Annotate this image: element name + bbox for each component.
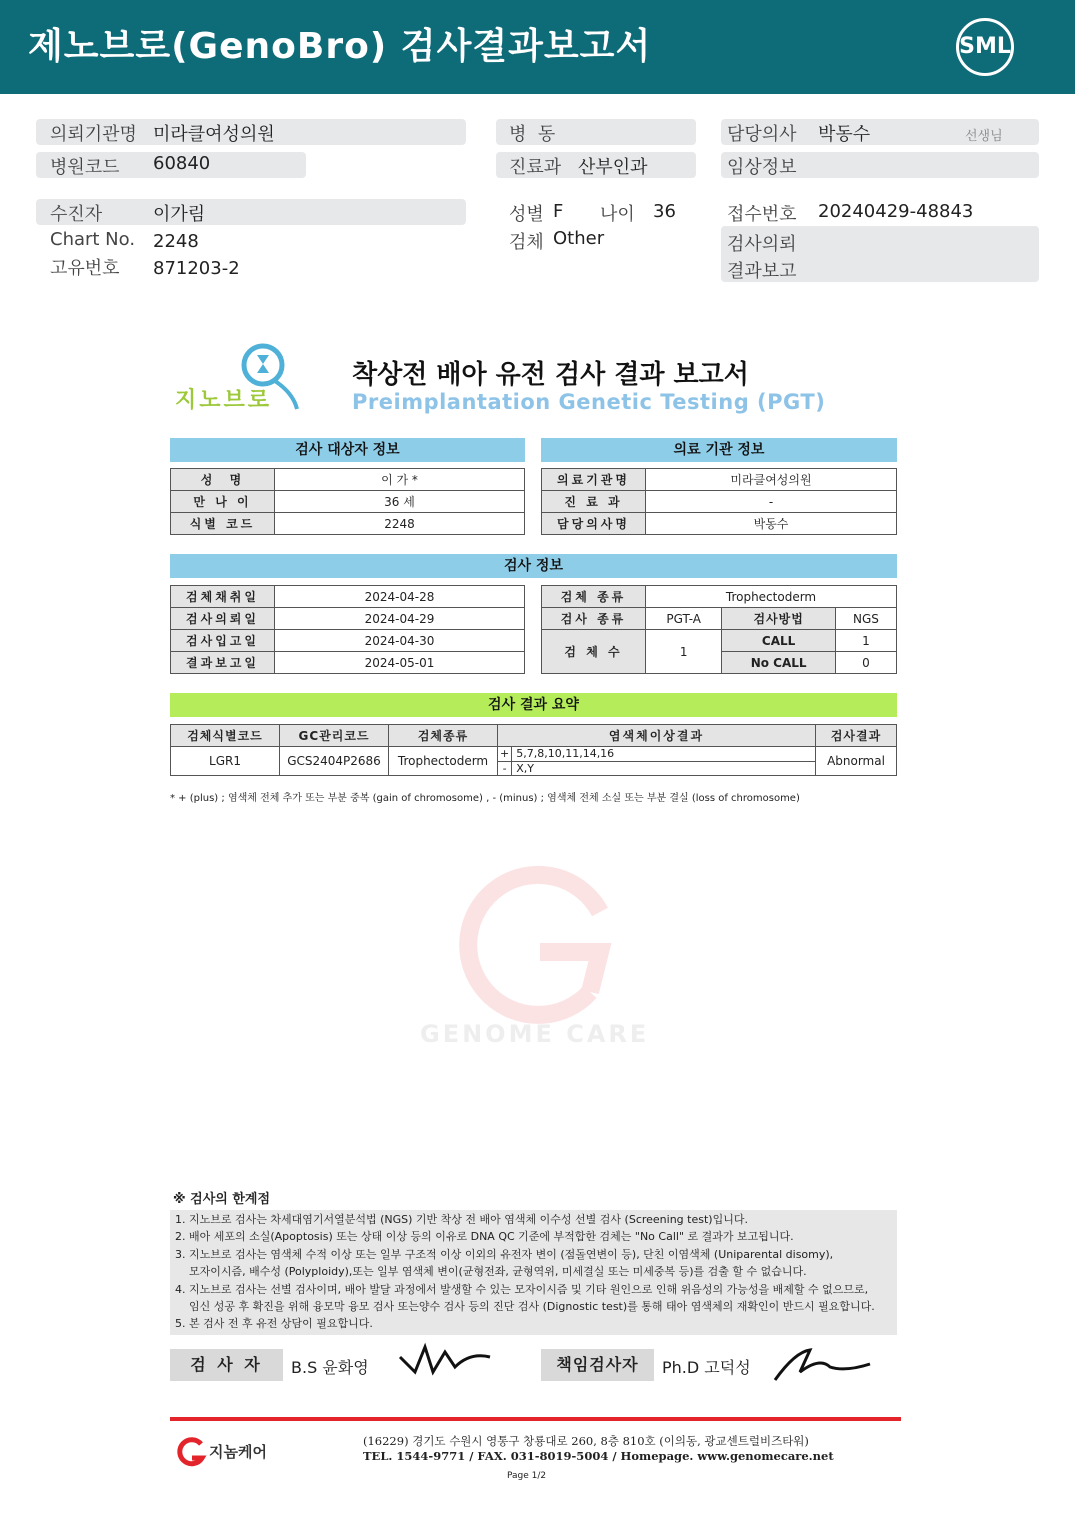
date-report-value: 2024-05-01: [275, 652, 525, 674]
test-type-value: PGT-A: [646, 608, 722, 630]
subject-table: [170, 468, 525, 535]
inst-doctor-label: 담당의사명: [542, 513, 646, 535]
summary-header: 검사 결과 요약: [170, 693, 897, 717]
chief-name: Ph.D 고덕성: [662, 1358, 751, 1377]
method-label: 검사방법: [722, 608, 836, 630]
patient-value: 이가림: [153, 204, 206, 225]
limit-3b: 모자이시즘, 배수성 (Polyploidy),또는 일부 염색체 변이(균형전좌, 균형역위, 미세결실 또는 미세중복 등)를 검출 할 수 없습니다.: [175, 1265, 807, 1279]
summary-col-chromosome: 염색체이상결과: [498, 725, 816, 747]
genobro-logo-text: 지노브로: [175, 388, 273, 413]
subject-name-label: 성 명: [171, 469, 275, 491]
nocall-label: No CALL: [722, 652, 836, 674]
patient-label: 수진자: [50, 204, 103, 225]
institution-header: 의료 기관 정보: [541, 438, 897, 462]
inst-name-label: 의료기관명: [542, 469, 646, 491]
limit-3: 3. 지노브로 검사는 염색체 수적 이상 또는 일부 구조적 이상 이외의 유전자 변이 (점돌연변이 등), 단친 이염색체 (Uniparental disomy),: [175, 1247, 834, 1261]
chief-label: 책임검사자: [541, 1349, 654, 1381]
accession-label: 접수번호: [727, 204, 797, 225]
date-receive-label: 검사입고일: [171, 630, 275, 652]
request-label: 검사의뢰: [727, 234, 797, 255]
limit-5: 5. 본 검사 전 후 유전 상담이 필요합니다.: [175, 1317, 373, 1331]
subject-id-label: 식별 코드: [171, 513, 275, 535]
unique-value: 871203-2: [153, 258, 240, 279]
subject-age-value: 36 세: [275, 491, 525, 513]
limit-1: 1. 지노브로 검사는 차세대염기서열분석법 (NGS) 기반 착상 전 배아 염색체 이수성 선별 검사 (Screening test)입니다.: [175, 1213, 748, 1226]
limit-4b: 임신 성공 후 확진을 위해 융모막 융모 검사 또는양수 검사 등의 진단 검사 (Dignostic test)를 통해 태아 염색체의 재확인이 반드시 필요합니다.: [175, 1300, 875, 1314]
sml-logo: SML: [956, 18, 1014, 76]
inst-dept-value: -: [646, 491, 897, 513]
test-info-table: [541, 585, 897, 674]
genomecare-logo-text: 지놈케어: [209, 1443, 267, 1461]
institution-label: 의뢰기관명: [50, 124, 137, 145]
summary-minus: X,Y: [512, 761, 816, 776]
summary-id: LGR1: [171, 747, 280, 776]
test-type-label: 검사 종류: [542, 608, 646, 630]
dept-value: 산부인과: [578, 157, 648, 178]
limits-title: ※ 검사의 한계점: [173, 1192, 271, 1207]
genomecare-watermark: [420, 852, 650, 1052]
page-title: 제노브로(GenoBro) 검사결과보고서: [28, 26, 652, 67]
sex-value: F: [553, 201, 564, 222]
institution-value: 미라클여성의원: [153, 124, 275, 145]
clinical-label: 임상정보: [727, 157, 797, 178]
date-request-value: 2024-04-29: [275, 608, 525, 630]
limit-4: 4. 지노브로 검사는 선별 검사이며, 배아 발달 과정에서 발생할 수 있는 모자이시즘 및 기타 원인으로 인해 위음성의 가능성을 배제할 수 없으므로,: [175, 1282, 869, 1296]
call-label: CALL: [722, 630, 836, 652]
report-title-ko: 착상전 배아 유전 검사 결과 보고서: [352, 360, 749, 390]
summary-plus: 5,7,8,10,11,14,16: [512, 747, 816, 762]
summary-table: [170, 724, 897, 776]
summary-note: * + (plus) ; 염색체 전체 추가 또는 부분 중복 (gain of chromosome) , - (minus) ; 염색체 전체 소실 또는 부분 결실 (loss of chromosome): [170, 793, 800, 804]
hospital-code-label: 병원코드: [50, 157, 120, 178]
watermark-g-mark: [440, 852, 640, 1032]
count-value: 1: [646, 630, 722, 674]
age-label: 나이: [600, 204, 635, 225]
inst-name-value: 미라클여성의원: [646, 469, 897, 491]
subject-name-value: 이 가 *: [275, 469, 525, 491]
examiner-signature: [395, 1342, 495, 1382]
dept-label: 진료과: [509, 157, 562, 178]
summary-type: Trophectoderm: [389, 747, 498, 776]
subject-header: 검사 대상자 정보: [170, 438, 525, 462]
date-report-label: 결과보고일: [171, 652, 275, 674]
date-collect-label: 검체채취일: [171, 586, 275, 608]
summary-result: Abnormal: [816, 747, 897, 776]
summary-col-id: 검체식별코드: [171, 725, 280, 747]
report-title-en: Preimplantation Genetic Testing (PGT): [352, 390, 826, 414]
call-value: 1: [835, 630, 896, 652]
chief-signature: [770, 1342, 875, 1387]
summary-minus-sign: -: [498, 761, 512, 776]
limit-2: 2. 배아 세포의 소실(Apoptosis) 또는 상태 이상 등의 이유로 DNA QC 기준에 부적합한 검체는 "No Call" 로 결과가 보고됩니다.: [175, 1230, 794, 1244]
unique-label: 고유번호: [50, 258, 120, 279]
genobro-logo: [175, 343, 305, 413]
ward-label: 병 동: [509, 124, 556, 145]
page-number: Page 1/2: [507, 1471, 547, 1481]
limits-box: [170, 1210, 897, 1335]
inst-doctor-value: 박동수: [646, 513, 897, 535]
chart-label: Chart No.: [50, 229, 136, 250]
doctor-suffix: 선생님: [965, 129, 1003, 144]
examiner-name: B.S 윤화영: [291, 1358, 369, 1377]
chart-value: 2248: [153, 231, 199, 252]
subject-age-label: 만 나 이: [171, 491, 275, 513]
doctor-value: 박동수: [818, 124, 871, 145]
genomecare-logo-mark: [175, 1436, 207, 1468]
test-header: 검사 정보: [170, 554, 897, 578]
count-label: 검 체 수: [542, 630, 646, 674]
institution-table: [541, 468, 897, 535]
hospital-code-value: 60840: [153, 153, 211, 174]
specimen-value: Other: [553, 228, 605, 249]
summary-gc: GCS2404P2686: [280, 747, 389, 776]
specimen-type-value: Trophectoderm: [646, 586, 897, 608]
sex-label: 성별: [509, 204, 544, 225]
age-value: 36: [653, 201, 676, 222]
footer-address: (16229) 경기도 수원시 영통구 창룡대로 260, 8층 810호 (이의동, 광교센트럴비즈타워): [363, 1434, 809, 1448]
dates-table: [170, 585, 525, 674]
specimen-label: 검체: [509, 232, 544, 253]
summary-col-gc: GC관리코드: [280, 725, 389, 747]
summary-col-result: 검사결과: [816, 725, 897, 747]
subject-id-value: 2248: [275, 513, 525, 535]
header-bar: [0, 0, 1075, 94]
accession-value: 20240429-48843: [818, 201, 974, 222]
footer-contact: TEL. 1544-9771 / FAX. 031-8019-5004 / Homepage. www.genomecare.net: [363, 1449, 834, 1463]
footer-address-block: [363, 1434, 834, 1464]
summary-plus-sign: +: [498, 747, 512, 762]
date-collect-value: 2024-04-28: [275, 586, 525, 608]
summary-col-type: 검체종류: [389, 725, 498, 747]
footer-divider: [170, 1417, 901, 1421]
date-receive-value: 2024-04-30: [275, 630, 525, 652]
examiner-label: 검 사 자: [170, 1349, 283, 1381]
result-label: 결과보고: [727, 261, 797, 282]
date-request-label: 검사의뢰일: [171, 608, 275, 630]
doctor-label: 담당의사: [727, 124, 797, 145]
method-value: NGS: [835, 608, 896, 630]
nocall-value: 0: [835, 652, 896, 674]
inst-dept-label: 진 료 과: [542, 491, 646, 513]
watermark-text: GENOME CARE: [420, 1020, 650, 1048]
specimen-type-label: 검체 종류: [542, 586, 646, 608]
